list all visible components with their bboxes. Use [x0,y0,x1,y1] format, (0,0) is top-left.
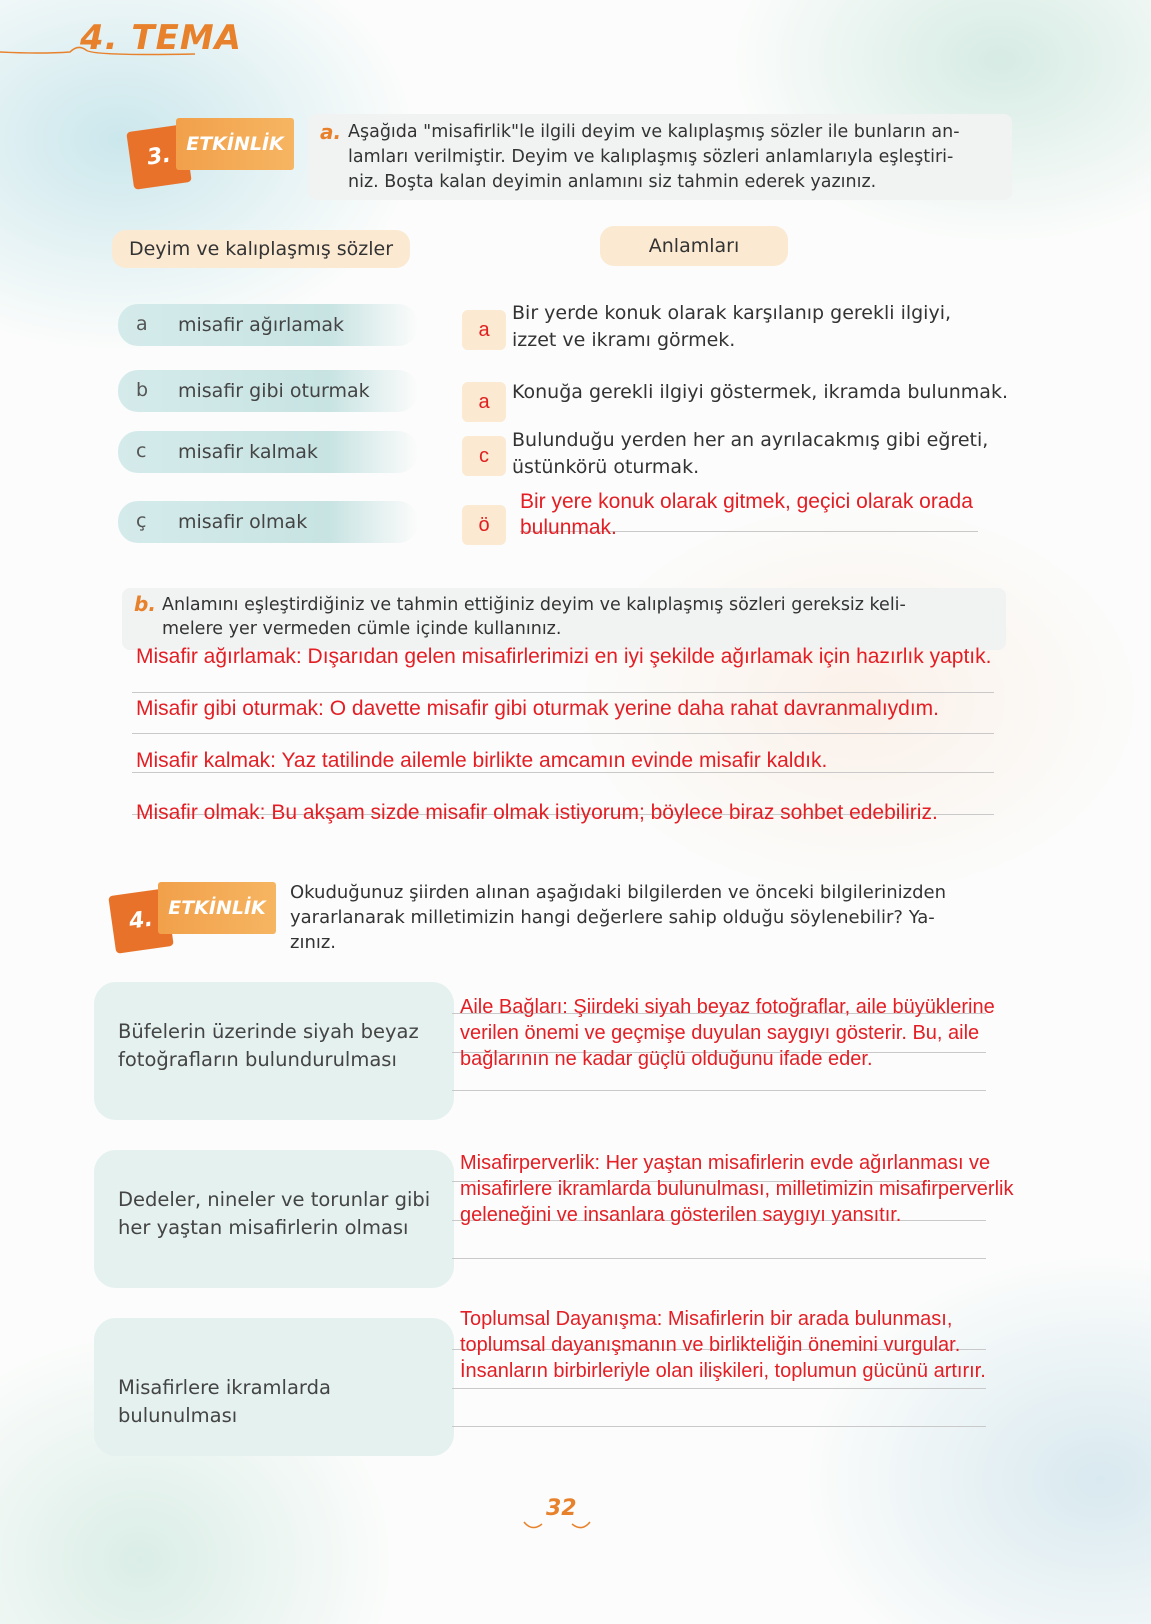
activity-3a-instruction [308,114,1012,200]
idiom-row [118,304,418,346]
idiom-row [118,370,418,412]
idiom-row [118,431,418,473]
panel-text: Dedeler, nineler ve torunlar gibi her yaştan misafirlerin olması [118,1188,431,1239]
activity-4-label: ETKİNLİK [158,882,276,934]
theme-title: 4. TEMA [80,18,242,58]
info-panel [94,1150,454,1288]
activity-3-badge [130,118,290,180]
idiom-text: misafir olmak [178,511,308,533]
answer-box[interactable]: ö [462,505,506,545]
writing-line [452,1426,986,1427]
idiom-text: misafir ağırlamak [178,314,345,336]
writing-line [452,1388,986,1389]
meaning-text: Bulunduğu yerden her an ayrılacakmış gibi eğreti, üstünkörü oturmak. [512,429,989,478]
idiom-letter: ç [136,510,147,532]
info-panel [94,982,454,1120]
idioms-column-header: Deyim ve kalıplaşmış sözler [112,230,410,268]
answer-box[interactable]: a [462,382,506,422]
activity-3-label: ETKİNLİK [176,118,294,170]
value-answer[interactable]: Misafirperverlik: Her yaştan misafirlerin evde ağırlanması ve misafirlere ikramlarda bulunulması, milletimizin misafirperverlik geleneğini ve insanlara gösterilen saygıyı yansıtır. [460,1152,1014,1226]
value-answer[interactable]: Aile Bağları: Şiirdeki siyah beyaz fotoğraflar, aile büyüklerine verilen önemi ve geçmişe duyulan saygıyı gösterir. Bu, aile bağlarının ne kadar güçlü olduğunu ifade eder. [460,996,995,1070]
idiom-text: misafir gibi oturmak [178,380,370,402]
sentence-answer[interactable]: Misafir olmak: Bu akşam sizde misafir olmak istiyorum; böylece biraz sohbet edebiliriz. [136,801,938,824]
activity-4-badge [112,882,272,944]
activity-3b-instruction [122,588,1006,650]
part-b-line-1: Anlamını eşleştirdiğiniz ve tahmin ettiğiniz deyim ve kalıplaşmış sözleri gereksiz keli- [162,595,906,615]
idiom-letter: b [136,379,149,401]
panel-text: Büfelerin üzerinde siyah beyaz fotoğrafların bulundurulması [118,1020,419,1071]
idiom-letter: c [136,440,147,462]
sentence-answer[interactable]: Misafir ağırlamak: Dışarıdan gelen misafirlerimizi en iyi şekilde ağırlamak için hazırlık yaptık. [136,645,992,668]
idiom-letter: a [136,313,148,335]
value-answer[interactable]: Toplumsal Dayanışma: Misafirlerin bir arada bulunması, toplumsal dayanışmanın ve birlikteliğin önemini vurgular. İnsanların birbirleriyle olan ilişkileri, toplumun gücünü artırır. [460,1308,986,1382]
guessed-meaning[interactable]: Bir yere konuk olarak gitmek, geçici olarak orada bulunmak. [520,490,973,539]
sentence-answer[interactable]: Misafir gibi oturmak: O davette misafir gibi oturmak yerine daha rahat davranmalıydım. [136,697,939,720]
activity-4-instruction: Okuduğunuz şiirden alınan aşağıdaki bilgilerden ve önceki bilgilerinizden yararlanarak milletimizin hangi değerlere sahip olduğu söylenebilir? Ya- zınız. [290,882,946,953]
activity-3-number: 3. [126,124,192,190]
part-b-letter: b. [134,592,156,616]
info-panel [94,1318,454,1456]
idiom-text: misafir kalmak [178,441,318,463]
part-b-line-2: melere yer vermeden cümle içinde kullanınız. [162,619,562,639]
activity-4-number: 4. [108,888,174,954]
panel-text: Misafirlere ikramlarda bulunulması [118,1376,331,1427]
writing-line [132,692,994,693]
sentence-answer[interactable]: Misafir kalmak: Yaz tatilinde ailemle birlikte amcamın evinde misafir kaldık. [136,749,828,772]
answer-box[interactable]: a [462,310,506,350]
answer-box[interactable]: c [462,436,506,476]
part-a-line-3: niz. Boşta kalan deyimin anlamını siz tahmin ederek yazınız. [348,172,877,192]
meaning-text: Bir yerde konuk olarak karşılanıp gerekli ilgiyi, izzet ve ikramı görmek. [512,302,952,351]
part-a-letter: a. [320,120,342,144]
idiom-row [118,501,418,543]
writing-line [132,733,994,734]
writing-line [452,1090,986,1091]
part-a-line-1: Aşağıda "misafirlik"le ilgili deyim ve kalıplaşmış sözler ile bunların an- [348,122,960,142]
writing-line [452,1258,986,1259]
meaning-text: Konuğa gerekli ilgiyi göstermek, ikramda bulunmak. [512,381,1008,403]
page-number: 32 [546,1496,577,1521]
meanings-column-header: Anlamları [600,226,788,266]
part-a-line-2: lamları verilmiştir. Deyim ve kalıplaşmış sözleri anlamlarıyla eşleştiri- [348,147,954,167]
